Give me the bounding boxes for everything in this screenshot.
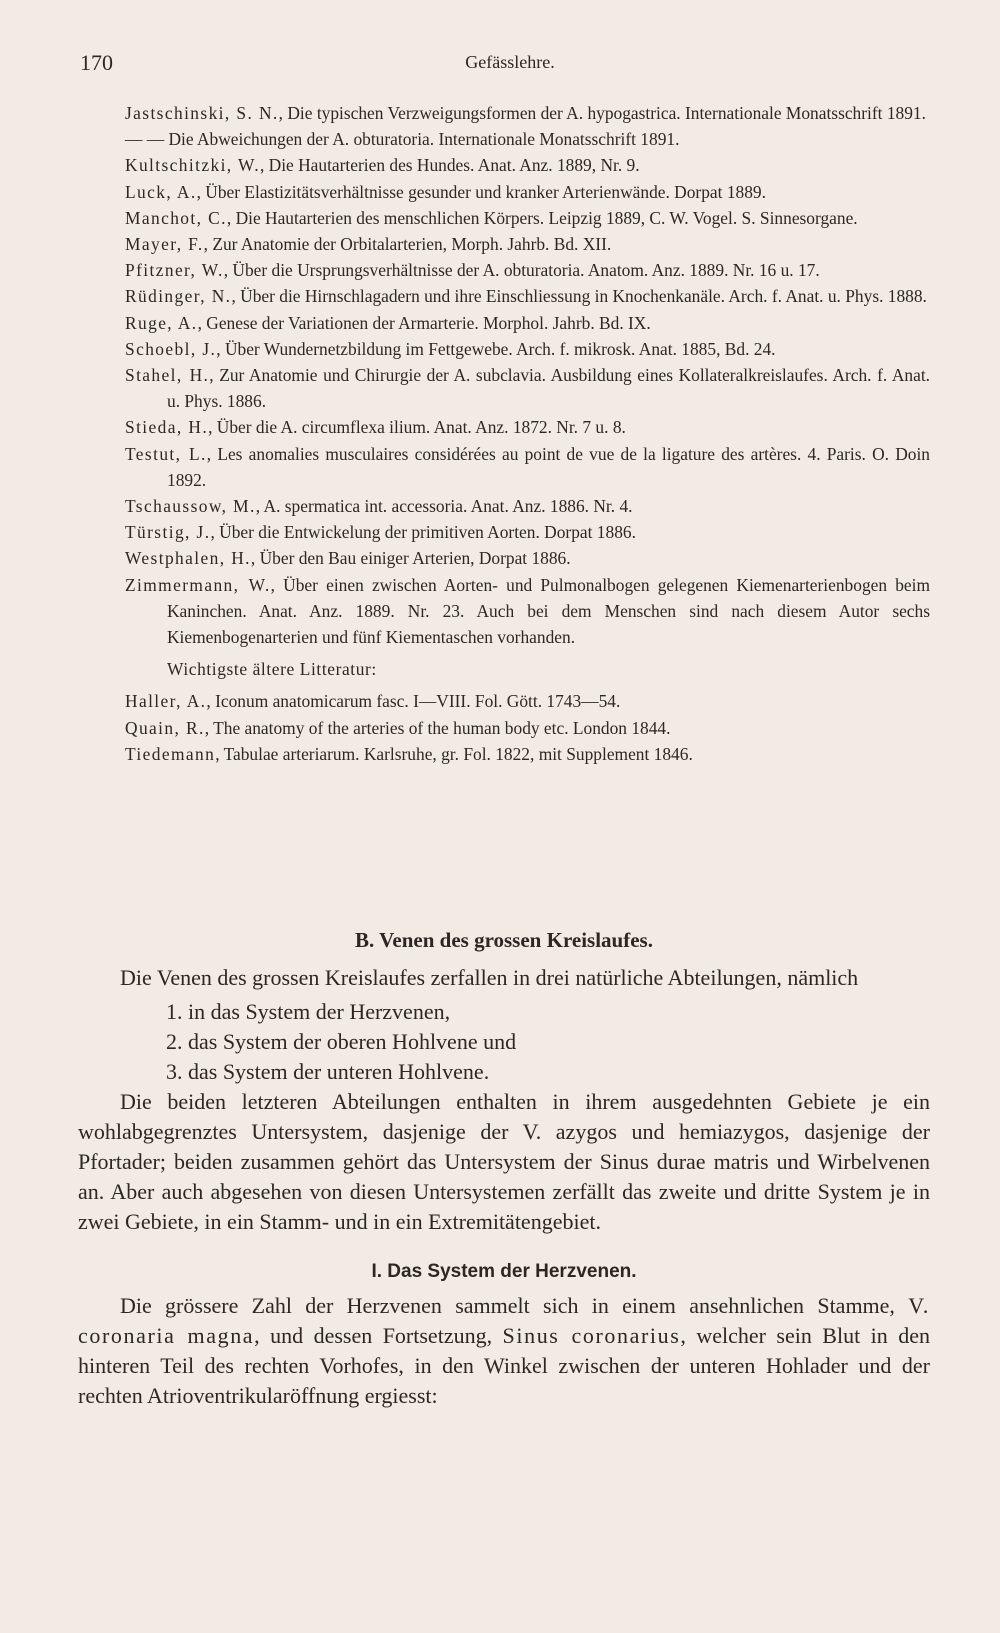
bib-text: , Über einen zwischen Aorten- und Pulmonalbogen gelegenen Kiemenarterienbogen beim Kaninchen. Anat. Anz. 1889. Nr. 23. Auch bei dem Menschen sind nach diesem Autor sechs Kiemenbogenarterien und fünf Kiementaschen vorhanden. bbox=[167, 574, 930, 648]
older-bib-entry bbox=[125, 741, 930, 767]
list-item: 2. das System der oberen Hohlvene und bbox=[166, 1029, 517, 1054]
bib-author: Quain, R. bbox=[125, 717, 205, 738]
older-literature-heading: Wichtigste ältere Litteratur: bbox=[167, 659, 377, 680]
para-text: , welcher sein Blut in den hinteren Teil des rechten Vorhofes, in den Winkel zwischen der unteren Hohlader und der rechten Atrioventrikularöffnung ergiesst: bbox=[78, 1323, 931, 1408]
older-bib-entry bbox=[125, 715, 930, 741]
older-bib-entry bbox=[125, 688, 930, 714]
bib-entry bbox=[125, 310, 930, 336]
list-item: 1. in das System der Herzvenen, bbox=[166, 999, 451, 1024]
bib-text: , Les anomalies musculaires considérées au point de vue de la ligature des artères. 4. Paris. O. Doin 1892. bbox=[167, 443, 930, 490]
bib-text: , Iconum anatomicarum fasc. I—VIII. Fol. Gött. 1743—54. bbox=[206, 691, 621, 712]
bib-text: , Zur Anatomie und Chirurgie der A. subclavia. Ausbildung eines Kollateralkreislaufes. Arch. f. Anat. u. Phys. 1886. bbox=[167, 365, 930, 412]
bib-entry bbox=[125, 441, 930, 493]
bib-text: , Über die A. circumflexa ilium. Anat. Anz. 1872. Nr. 7 u. 8. bbox=[208, 417, 626, 438]
bib-entry bbox=[125, 126, 930, 152]
bib-entry bbox=[125, 572, 930, 651]
bib-author: Tiedemann bbox=[125, 743, 216, 764]
running-title: Gefässlehre. bbox=[465, 52, 555, 72]
bib-entry bbox=[125, 257, 930, 283]
bib-text: , Über den Bau einiger Arterien, Dorpat 1886. bbox=[250, 548, 571, 569]
bib-author: Tschaussow, M. bbox=[125, 496, 256, 517]
bib-text: , Die Hautarterien des menschlichen Körpers. Leipzig 1889, C. W. Vogel. S. Sinnesorgane. bbox=[226, 207, 858, 228]
bib-entry bbox=[125, 362, 930, 414]
bib-author: Stieda, H. bbox=[125, 417, 209, 438]
section-heading-i: I. Das System der Herzvenen. bbox=[371, 1261, 637, 1282]
page-header bbox=[80, 50, 940, 80]
bib-entry bbox=[125, 100, 930, 126]
section-b-intro: Die Venen des grossen Kreislaufes zerfallen in drei natürliche Abteilungen, nämlich bbox=[120, 965, 859, 990]
bib-text: , A. spermatica int. accessoria. Anat. Anz. 1886. Nr. 4. bbox=[255, 496, 633, 517]
bib-author: Schoebl, J. bbox=[125, 338, 217, 359]
bib-text: , Tabulae arteriarum. Karlsruhe, gr. Fol. 1822, mit Supplement 1846. bbox=[215, 743, 693, 764]
bib-author: Rüdinger, N. bbox=[125, 286, 232, 307]
bib-text: , Über Elastizitätsverhältnisse gesunder und kranker Arterienwände. Dorpat 1889. bbox=[196, 181, 766, 202]
bib-text: , Über die Hirnschlagadern und ihre Einschliessung in Knochenkanäle. Arch. f. Anat. u. Phys. 1888. bbox=[231, 286, 927, 307]
section-b-paragraph: Die beiden letzteren Abteilungen enthalten in ihrem ausgedehnten Gebiete je ein wohlabgegrenztes Untersystem, dasjenige der V. azygos und hemiazygos, dasjenige der Pfortader; beiden zusammen gehört das Untersystem der Sinus durae matris und Wirbelvenen an. Aber auch abgesehen von diesen Untersystemen zerfällt das zweite und dritte System je in zwei Gebiete, in ein Stamm- und in ein Extremitätengebiet. bbox=[78, 1089, 930, 1234]
bib-author: Mayer, F. bbox=[125, 234, 204, 255]
bib-entry bbox=[125, 414, 930, 440]
bib-author: Türstig, J. bbox=[125, 522, 211, 543]
bib-text: , Die Hautarterien des Hundes. Anat. Anz. 1889, Nr. 9. bbox=[259, 155, 640, 176]
bib-entry bbox=[125, 205, 930, 231]
bib-author: Manchot, C. bbox=[125, 207, 227, 228]
bibliography bbox=[125, 100, 930, 767]
bib-author: Stahel, H. bbox=[125, 365, 210, 386]
page-number: 170 bbox=[80, 50, 113, 75]
bib-entry bbox=[125, 493, 930, 519]
para-text: , und dessen Fortsetzung, bbox=[254, 1323, 503, 1348]
bib-entry bbox=[125, 283, 930, 309]
bib-author: Jastschinski, S. N. bbox=[125, 103, 279, 123]
term-coronaria-magna: V. coronaria magna bbox=[78, 1293, 930, 1348]
bib-text: , The anatomy of the arteries of the human body etc. London 1844. bbox=[204, 717, 671, 738]
bib-text: , Über Wundernetzbildung im Fettgewebe. Arch. f. mikrosk. Anat. 1885, Bd. 24. bbox=[216, 338, 776, 359]
bib-author: Haller, A. bbox=[125, 691, 207, 712]
bib-author: Kultschitzki, W. bbox=[125, 155, 260, 176]
main-text bbox=[78, 925, 930, 1411]
bib-entry bbox=[125, 152, 930, 178]
section-i-paragraph bbox=[78, 1291, 930, 1411]
bib-author: Pfitzner, W. bbox=[125, 260, 224, 281]
section-heading-b: B. Venen des grossen Kreislaufes. bbox=[355, 928, 653, 952]
bib-entry bbox=[125, 336, 930, 362]
bib-entry bbox=[125, 231, 930, 257]
bib-author: Ruge, A. bbox=[125, 312, 198, 333]
term-sinus-coronarius: Sinus coronarius bbox=[502, 1323, 681, 1348]
bib-entry bbox=[125, 545, 930, 571]
bib-author: Zimmermann, W. bbox=[125, 574, 271, 595]
bib-author: Testut, L. bbox=[125, 443, 207, 464]
bib-text: , Genese der Variationen der Armarterie. Morphol. Jahrb. Bd. IX. bbox=[197, 312, 651, 333]
bib-text: , Über die Ursprungsverhältnisse der A. obturatoria. Anatom. Anz. 1889. Nr. 16 u. 17. bbox=[223, 260, 820, 281]
bib-text: — — Die Abweichungen der A. obturatoria. Internationale Monatsschrift 1891. bbox=[125, 129, 680, 150]
bib-author: Westphalen, H. bbox=[125, 548, 251, 569]
venous-systems-list bbox=[78, 997, 930, 1087]
bib-entry bbox=[125, 519, 930, 545]
bib-text: , Zur Anatomie der Orbitalarterien, Morph. Jahrb. Bd. XII. bbox=[203, 234, 612, 255]
bib-text: , Über die Entwickelung der primitiven Aorten. Dorpat 1886. bbox=[210, 522, 636, 543]
bib-entry bbox=[125, 179, 930, 205]
bib-text: , Die typischen Verzweigungsformen der A. hypogastrica. Internationale Monatsschrift 1891. bbox=[278, 103, 926, 123]
para-text: Die grössere Zahl der Herzvenen sammelt sich in einem ansehnlichen Stamme, bbox=[120, 1293, 909, 1318]
bib-author: Luck, A. bbox=[125, 181, 197, 202]
list-item: 3. das System der unteren Hohlvene. bbox=[166, 1059, 490, 1084]
